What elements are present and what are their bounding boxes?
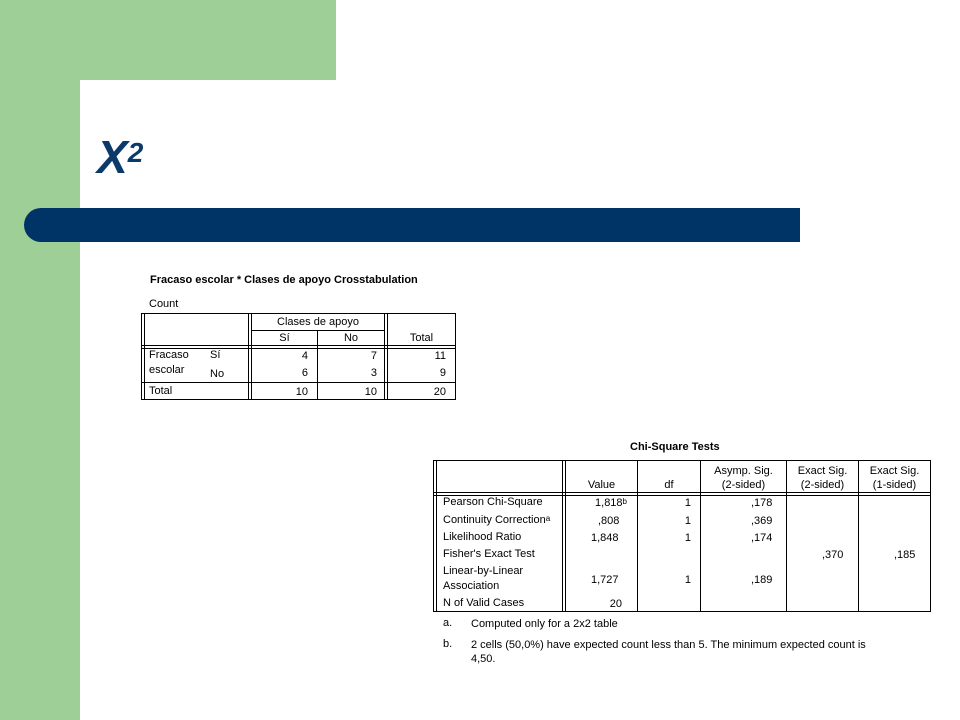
cell-total-si: 10 <box>295 386 308 398</box>
header-asymp-sig: Asymp. Sig. <box>714 465 773 477</box>
crosstab-rule <box>141 382 456 383</box>
crosstab-rule <box>251 330 384 331</box>
header-si: Sí <box>279 332 290 344</box>
footnote-b-text: 4,50. <box>471 653 496 665</box>
header-df: df <box>664 479 674 491</box>
row-pearson-asymp: ,178 <box>751 497 773 509</box>
chisq-rule <box>433 492 931 493</box>
cell-no-total: 9 <box>439 367 446 379</box>
row-linear-label: Linear-by-Linear <box>443 565 524 577</box>
crosstab-rule <box>144 313 145 400</box>
header-exact-sig-1: Exact Sig. <box>869 465 920 477</box>
crosstab-rule <box>141 345 456 346</box>
row-likelihood-value: 1,848 <box>591 532 619 544</box>
row-pearson-value: 1,818$^b$ <box>595 497 627 509</box>
chisq-title: Chi-Square Tests <box>630 441 720 453</box>
row-continuity-value: ,808 <box>598 515 620 527</box>
row-likelihood-df: 1 <box>684 532 691 544</box>
footnote-ref-a: a <box>545 514 551 523</box>
header-total: Total <box>409 332 434 344</box>
left-green-band <box>0 0 80 720</box>
title-exponent: 2 <box>127 137 144 168</box>
row-fisher-exact1: ,185 <box>894 549 916 561</box>
row-linear-asymp: ,189 <box>751 574 773 586</box>
row-label-total: Total <box>149 385 173 397</box>
row-pearson-df: 1 <box>684 497 691 509</box>
chisq-rule <box>436 460 437 612</box>
cell-si-no: 7 <box>370 350 377 362</box>
row-likelihood-asymp: ,174 <box>751 532 773 544</box>
row-continuity-label: Continuity Correction$^a$ <box>443 514 551 526</box>
header-exact-sig-2-sub: (2-sided) <box>800 479 845 491</box>
title-underline-bar <box>24 208 800 242</box>
row-nvalid-value: 20 <box>609 598 622 610</box>
footnote-a-text: Computed only for a 2x2 table <box>471 618 618 630</box>
cell-no-si: 6 <box>301 367 308 379</box>
row-linear-df: 1 <box>684 574 691 586</box>
footnote-b-text: 2 cells (50,0%) have expected count less than 5. The minimum expected count is <box>471 639 866 651</box>
crosstab-title: Fracaso escolar * Clases de apoyo Crosstabulation <box>150 274 418 286</box>
row-label-si: Sí <box>210 349 221 361</box>
footnote-a-mark: a. <box>443 617 453 629</box>
row-continuity-df: 1 <box>684 515 691 527</box>
row-linear-label: Association <box>443 580 500 592</box>
slide-title: $X^2$ <box>97 131 144 183</box>
cell-si-total: 11 <box>434 350 446 362</box>
footnote-b-mark: b. <box>443 638 453 650</box>
top-green-band <box>0 0 336 80</box>
chisq-rule <box>562 460 563 612</box>
header-no: No <box>343 332 359 344</box>
row-continuity-asymp: ,369 <box>751 515 773 527</box>
footnote-ref-b: b <box>622 497 627 506</box>
row-pearson-label: Pearson Chi-Square <box>443 496 543 508</box>
cell-si-si: 4 <box>301 350 308 362</box>
row-fisher-exact2: ,370 <box>822 549 844 561</box>
row-var-label: escolar <box>149 364 185 376</box>
cell-total-no: 10 <box>364 386 377 398</box>
row-label-no: No <box>210 368 225 380</box>
row-fisher-label: Fisher's Exact Test <box>443 548 535 560</box>
row-linear-value: 1,727 <box>591 574 619 586</box>
header-clases-de-apoyo: Clases de apoyo <box>277 316 359 328</box>
row-nvalid-label: N of Valid Cases <box>443 597 525 609</box>
crosstab-subtitle: Count <box>149 298 179 310</box>
header-exact-sig-2: Exact Sig. <box>797 465 848 477</box>
crosstab-rule <box>248 313 249 400</box>
row-var-label: Fracaso <box>149 349 189 361</box>
cell-no-no: 3 <box>370 367 377 379</box>
header-asymp-sig-sub: (2-sided) <box>721 479 766 491</box>
header-value: Value <box>587 479 616 491</box>
crosstab-rule <box>384 313 385 400</box>
cell-total-total: 20 <box>433 386 446 398</box>
header-exact-sig-1-sub: (1-sided) <box>872 479 917 491</box>
row-likelihood-label: Likelihood Ratio <box>443 531 522 543</box>
